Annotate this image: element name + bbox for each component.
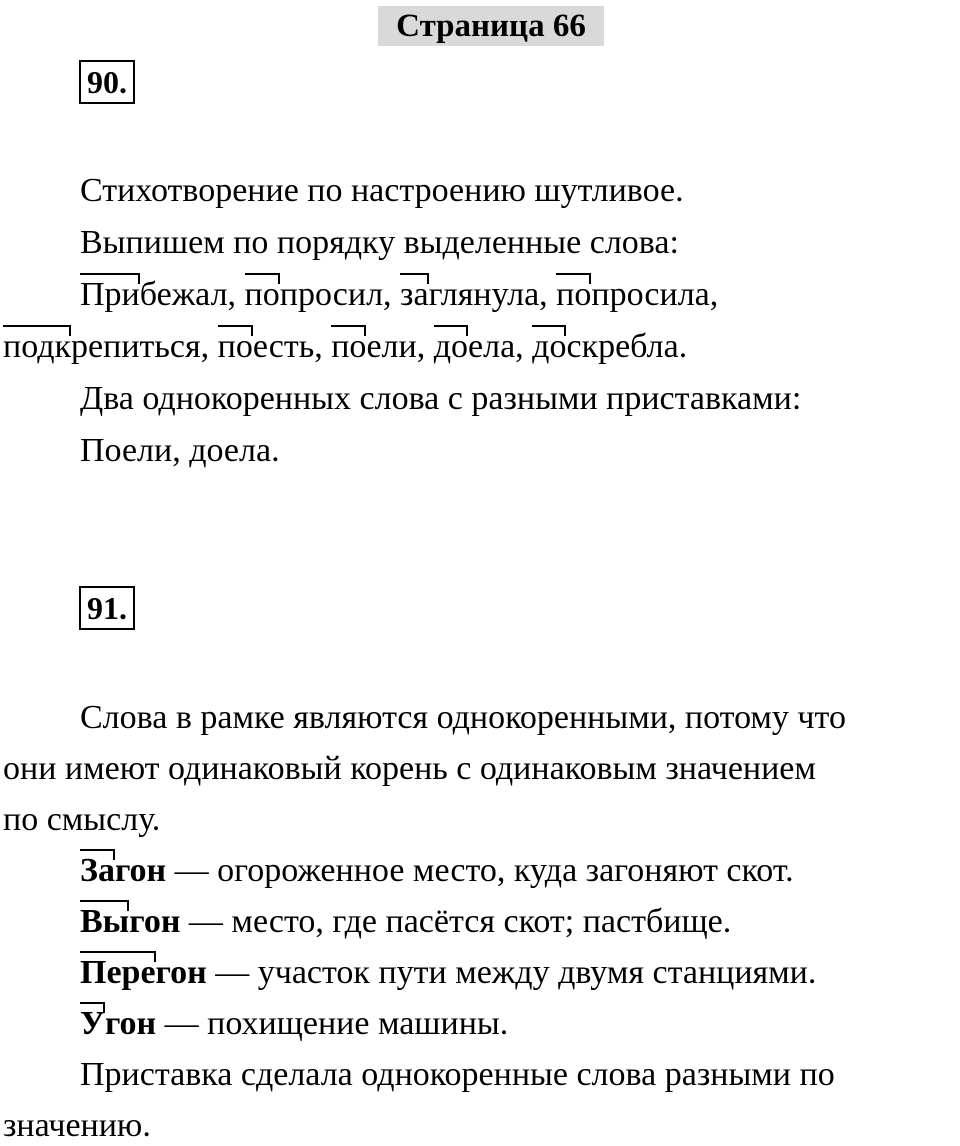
prefix-mark: по — [556, 276, 592, 313]
prefix-mark: по — [244, 276, 280, 313]
prefix-mark: подк — [3, 328, 72, 365]
prefix-mark: За — [80, 852, 115, 889]
prefix-mark: по — [331, 328, 367, 365]
ex91-paragraph-2-line-1: Приставка сделала однокоренные слова разными по — [80, 1056, 835, 1093]
word-poest: поесть, — [217, 328, 332, 365]
page-title: Страница 66 — [378, 6, 604, 46]
definition-peregon: Перегон — участок пути между двумя станциями. — [80, 954, 817, 991]
term-vygon: Выгон — [80, 903, 181, 940]
definition-ugon: Угон — похищение машины. — [80, 1005, 509, 1042]
term-ugon: Угон — [80, 1005, 157, 1042]
word-poprosil: попросил, — [244, 276, 401, 313]
definition-zagon: Загон — огороженное место, куда загоняют скот. — [80, 852, 794, 889]
ex90-paragraph-1: Стихотворение по настроению шутливое. — [80, 172, 684, 209]
word-podkrepitsya: подкрепиться, — [3, 328, 218, 365]
prefix-mark: по — [217, 328, 253, 365]
prefix-mark: При — [80, 276, 140, 313]
prefix-mark: до — [433, 328, 469, 365]
ex91-paragraph-1-line-2: они имеют одинаковый корень с одинаковым значением — [3, 750, 816, 787]
word-pribezhal: Прибежал, — [80, 276, 245, 313]
definition-vygon: Выгон — место, где пасётся скот; пастбище. — [80, 903, 732, 940]
term-peregon: Перегон — [80, 954, 207, 991]
word-doskrebla: доскребла. — [532, 328, 688, 365]
ex90-paragraph-4: Поели, доела. — [80, 432, 280, 469]
ex91-paragraph-1-line-1: Слова в рамке являются однокоренными, потому что — [80, 699, 846, 736]
prefix-mark: Пере — [80, 954, 156, 991]
prefix-mark: Вы — [80, 903, 130, 940]
prefix-mark: за — [400, 276, 429, 313]
prefix-mark: до — [532, 328, 567, 365]
exercise-90-number: 90. — [79, 60, 135, 104]
ex90-words-line-1 — [80, 275, 718, 315]
word-doela: доела, — [433, 328, 533, 365]
ex90-paragraph-3: Два однокоренных слова с разными приставками: — [80, 380, 802, 417]
word-poeli: поели, — [331, 328, 434, 365]
ex91-paragraph-2-line-2: значению. — [3, 1107, 151, 1144]
ex91-paragraph-1-line-3: по смыслу. — [3, 801, 161, 838]
exercise-91-number: 91. — [79, 586, 135, 630]
ex90-words-line-2 — [3, 327, 687, 367]
word-poprosila: попросила, — [556, 276, 719, 313]
word-zaglyanula: заглянула, — [400, 276, 557, 313]
prefix-mark: У — [80, 1005, 105, 1042]
ex90-paragraph-2: Выпишем по порядку выделенные слова: — [80, 224, 679, 261]
term-zagon: Загон — [80, 852, 167, 889]
